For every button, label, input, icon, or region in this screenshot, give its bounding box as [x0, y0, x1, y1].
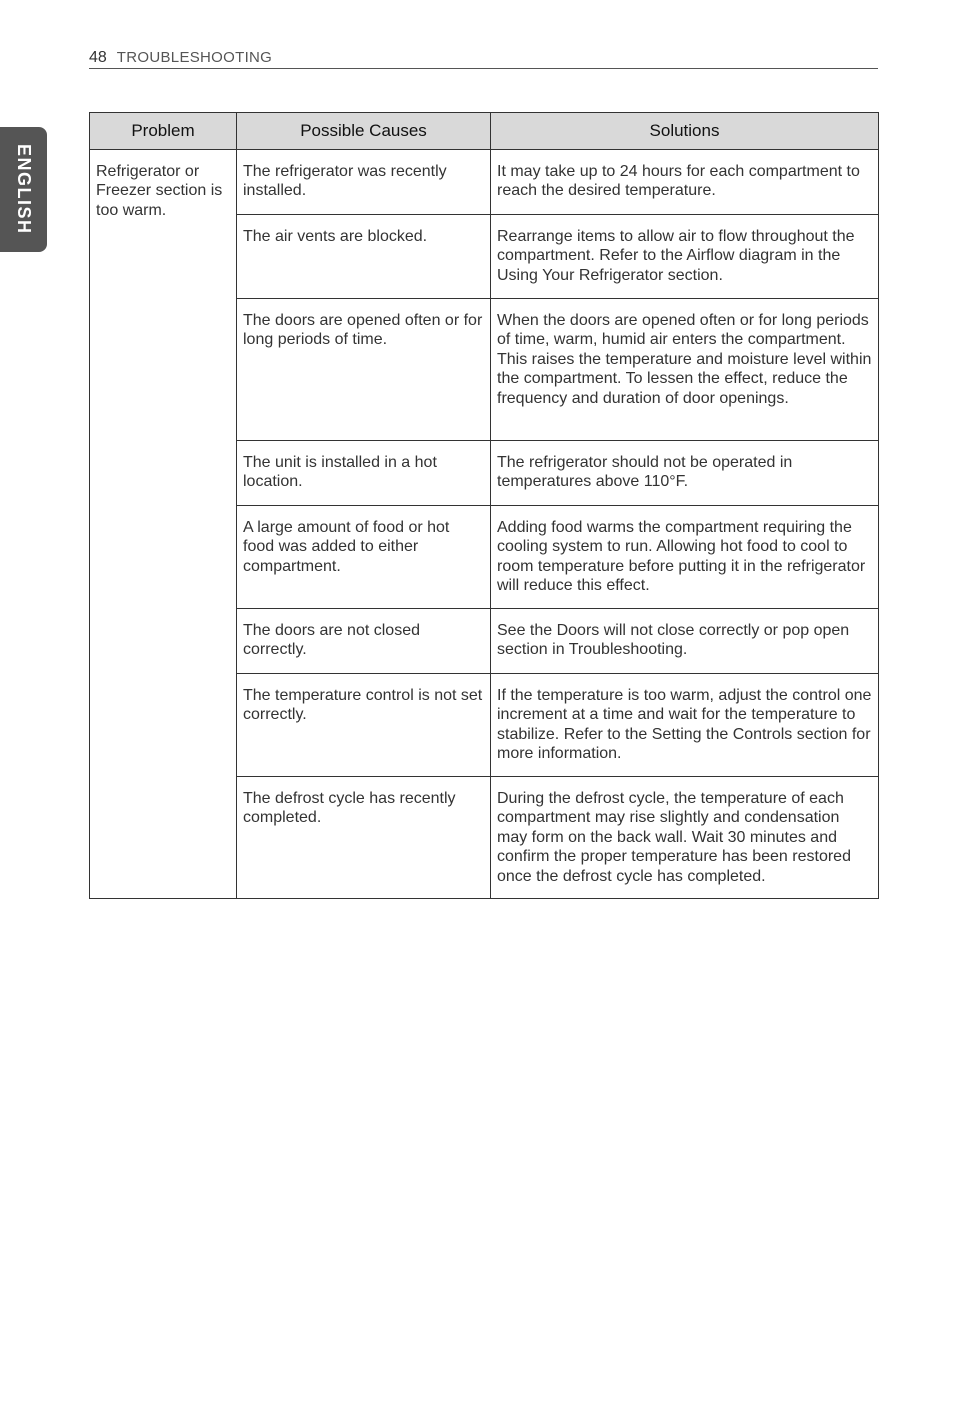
page-number: 48	[89, 49, 107, 66]
column-header-causes: Possible Causes	[237, 113, 491, 150]
solution-cell: If the temperature is too warm, adjust the control one increment at a time and wait for the temperature to stabilize. Refer to the Setting the Controls section for more information.	[491, 674, 879, 777]
solution-cell: During the defrost cycle, the temperature of each compartment may rise slightly and condensation may form on the back wall. Wait 30 minutes and confirm the proper temperature has been restored once the defrost cycle has completed.	[491, 777, 879, 899]
cause-cell: The unit is installed in a hot location.	[237, 441, 491, 506]
troubleshooting-table	[89, 112, 879, 899]
column-header-problem: Problem	[90, 113, 237, 150]
language-tab	[0, 127, 47, 252]
column-header-solutions: Solutions	[491, 113, 879, 150]
solution-cell: When the doors are opened often or for long periods of time, warm, humid air enters the compartment. This raises the temperature and moisture level within the compartment. To lessen the effect, reduce the frequency and duration of door openings.	[491, 299, 879, 441]
solution-cell: See the Doors will not close correctly or pop open section in Troubleshooting.	[491, 609, 879, 674]
cause-cell: The air vents are blocked.	[237, 215, 491, 299]
page-header	[89, 48, 878, 69]
cause-cell: The defrost cycle has recently completed.	[237, 777, 491, 899]
problem-cell: Refrigerator or Freezer section is too warm.	[90, 150, 237, 899]
solution-cell: It may take up to 24 hours for each compartment to reach the desired temperature.	[491, 150, 879, 215]
cause-cell: The doors are not closed correctly.	[237, 609, 491, 674]
cause-cell: The doors are opened often or for long periods of time.	[237, 299, 491, 441]
cause-cell: The temperature control is not set correctly.	[237, 674, 491, 777]
section-title: TROUBLESHOOTING	[116, 49, 273, 66]
language-tab-label: ENGLISH	[14, 144, 34, 235]
cause-cell: The refrigerator was recently installed.	[237, 150, 491, 215]
table-row	[90, 150, 879, 215]
table-header-row	[90, 113, 879, 150]
solution-cell: Rearrange items to allow air to flow throughout the compartment. Refer to the Airflow diagram in the Using Your Refrigerator section.	[491, 215, 879, 299]
solution-cell: Adding food warms the compartment requiring the cooling system to run. Allowing hot food to cool to room temperature before putting it in the refrigerator will reduce this effect.	[491, 506, 879, 609]
solution-cell: The refrigerator should not be operated in temperatures above 110°F.	[491, 441, 879, 506]
cause-cell: A large amount of food or hot food was added to either compartment.	[237, 506, 491, 609]
